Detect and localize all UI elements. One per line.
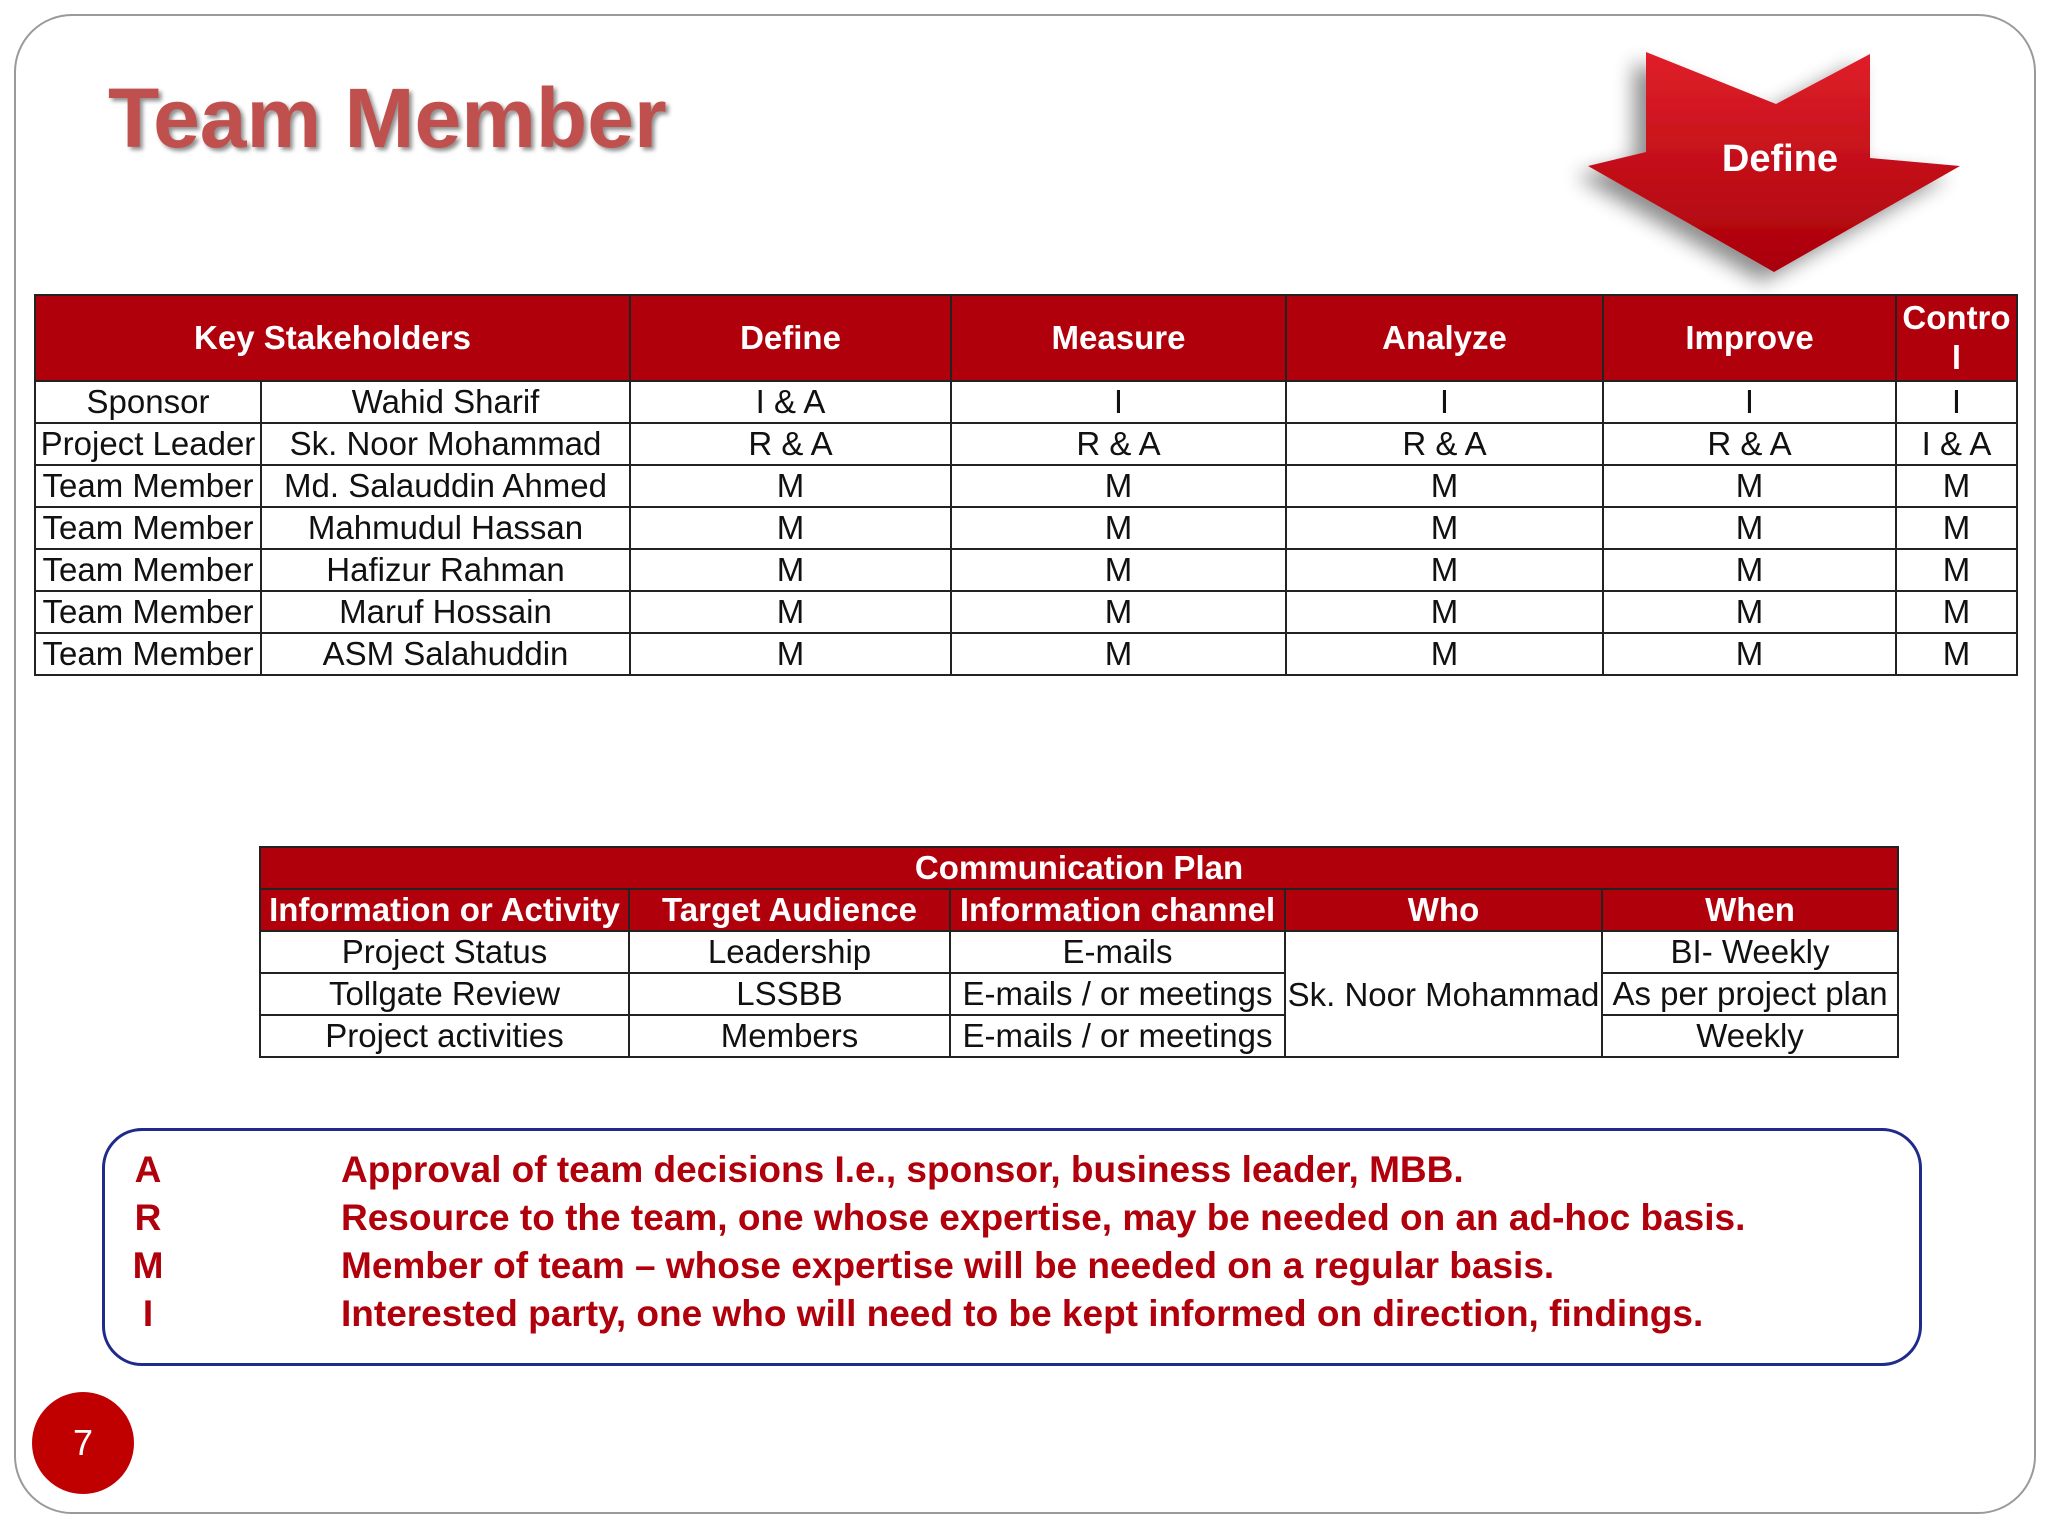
value-cell: M: [1603, 549, 1896, 591]
value-cell: I & A: [630, 381, 951, 423]
value-cell: M: [1286, 507, 1603, 549]
name-cell: Hafizur Rahman: [261, 549, 630, 591]
table-row: [260, 1015, 1898, 1057]
role-cell: Team Member: [35, 633, 261, 675]
name-cell: Sk. Noor Mohammad: [261, 423, 630, 465]
comm-header-row: [260, 889, 1898, 931]
role-cell: Project Leader: [35, 423, 261, 465]
table-row: [35, 549, 2017, 591]
header-control: Contro l: [1896, 295, 2017, 381]
value-cell: M: [630, 465, 951, 507]
header-audience: Target Audience: [629, 889, 950, 931]
raci-header-row: [35, 295, 2017, 381]
value-cell: M: [951, 507, 1286, 549]
header-activity: Information or Activity: [260, 889, 629, 931]
value-cell: M: [1896, 507, 2017, 549]
role-cell: Sponsor: [35, 381, 261, 423]
when-cell: BI- Weekly: [1602, 931, 1898, 973]
header-key-stakeholders: Key Stakeholders: [35, 295, 630, 381]
value-cell: M: [630, 591, 951, 633]
name-cell: ASM Salahuddin: [261, 633, 630, 675]
table-row: [260, 973, 1898, 1015]
role-cell: Team Member: [35, 549, 261, 591]
value-cell: M: [951, 633, 1286, 675]
legend-text: Resource to the team, one whose expertise, may be needed on an ad-hoc basis.: [341, 1197, 1746, 1238]
channel-cell: E-mails / or meetings: [950, 973, 1285, 1015]
who-cell: Sk. Noor Mohammad: [1285, 931, 1602, 1057]
table-row: [35, 423, 2017, 465]
raci-table: [34, 294, 2018, 676]
audience-cell: Leadership: [629, 931, 950, 973]
communication-plan-table: [259, 846, 1899, 1058]
name-cell: Wahid Sharif: [261, 381, 630, 423]
value-cell: I: [1896, 381, 2017, 423]
value-cell: M: [1286, 633, 1603, 675]
header-when: When: [1602, 889, 1898, 931]
legend-letter: R: [134, 1197, 162, 1238]
value-cell: M: [1896, 465, 2017, 507]
value-cell: M: [1603, 591, 1896, 633]
header-measure: Measure: [951, 295, 1286, 381]
header-analyze: Analyze: [1286, 295, 1603, 381]
value-cell: M: [1603, 507, 1896, 549]
role-cell: Team Member: [35, 507, 261, 549]
value-cell: M: [630, 507, 951, 549]
comm-title-row: [260, 847, 1898, 889]
legend-text: Interested party, one who will need to be kept informed on direction, findings.: [341, 1293, 1704, 1334]
when-cell: As per project plan: [1602, 973, 1898, 1015]
value-cell: I & A: [1896, 423, 2017, 465]
comm-plan-title: Communication Plan: [260, 847, 1898, 889]
header-define: Define: [630, 295, 951, 381]
table-row: [260, 931, 1898, 973]
value-cell: M: [951, 465, 1286, 507]
raci-legend-box: [102, 1128, 1922, 1366]
value-cell: M: [630, 549, 951, 591]
activity-cell: Project Status: [260, 931, 629, 973]
table-row: [35, 507, 2017, 549]
legend-letter: A: [134, 1149, 162, 1190]
role-cell: Team Member: [35, 465, 261, 507]
value-cell: M: [1896, 549, 2017, 591]
page-number-badge: 7: [32, 1392, 134, 1494]
activity-cell: Tollgate Review: [260, 973, 629, 1015]
table-row: [35, 465, 2017, 507]
audience-cell: Members: [629, 1015, 950, 1057]
value-cell: I: [1286, 381, 1603, 423]
value-cell: M: [1603, 465, 1896, 507]
value-cell: M: [951, 549, 1286, 591]
activity-cell: Project activities: [260, 1015, 629, 1057]
when-cell: Weekly: [1602, 1015, 1898, 1057]
value-cell: M: [1286, 549, 1603, 591]
value-cell: M: [630, 633, 951, 675]
role-cell: Team Member: [35, 591, 261, 633]
slide-title: Team Member: [108, 71, 667, 165]
value-cell: M: [1603, 633, 1896, 675]
value-cell: I: [1603, 381, 1896, 423]
value-cell: R & A: [1286, 423, 1603, 465]
channel-cell: E-mails: [950, 931, 1285, 973]
legend-text: Approval of team decisions I.e., sponsor, business leader, MBB.: [341, 1149, 1464, 1190]
value-cell: M: [1896, 633, 2017, 675]
value-cell: R & A: [1603, 423, 1896, 465]
header-channel: Information channel: [950, 889, 1285, 931]
legend-text: Member of team – whose expertise will be needed on a regular basis.: [341, 1245, 1555, 1286]
name-cell: Maruf Hossain: [261, 591, 630, 633]
value-cell: R & A: [630, 423, 951, 465]
value-cell: R & A: [951, 423, 1286, 465]
table-row: [35, 633, 2017, 675]
value-cell: M: [1286, 465, 1603, 507]
value-cell: M: [951, 591, 1286, 633]
name-cell: Mahmudul Hassan: [261, 507, 630, 549]
header-who: Who: [1285, 889, 1602, 931]
channel-cell: E-mails / or meetings: [950, 1015, 1285, 1057]
audience-cell: LSSBB: [629, 973, 950, 1015]
value-cell: M: [1896, 591, 2017, 633]
legend-letter: M: [132, 1245, 164, 1286]
legend-letter: I: [142, 1293, 154, 1334]
table-row: [35, 381, 2017, 423]
phase-label: Define: [1721, 138, 1839, 180]
name-cell: Md. Salauddin Ahmed: [261, 465, 630, 507]
header-improve: Improve: [1603, 295, 1896, 381]
value-cell: I: [951, 381, 1286, 423]
table-row: [35, 591, 2017, 633]
value-cell: M: [1286, 591, 1603, 633]
